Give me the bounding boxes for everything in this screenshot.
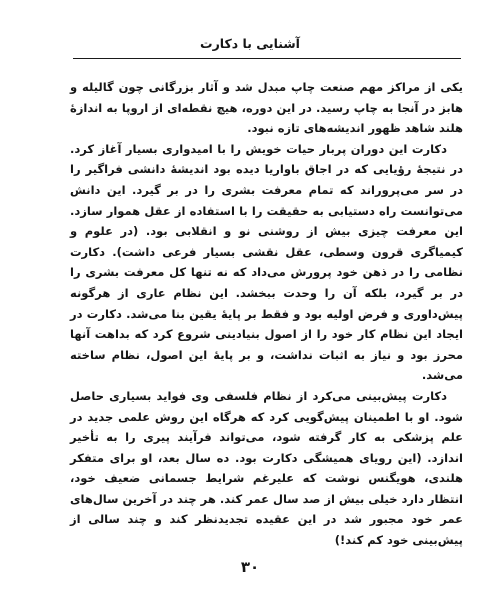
running-head-title: آشنایی با دکارت: [200, 36, 300, 51]
paragraph-3: دکارت پیش‌بینی می‌کرد از نظام فلسفی وی فواید بسیاری حاصل شود. او با اطمینان پیش‌گویی کرد که هرگاه این روش علمی جدید در علم پزشکی به کار گرفته شود، می‌تواند فرآیند پیری را به تأخیر اندازد. (این رویای همیشگی دکارت بود. ده سال بعد، او برای متفکر هلندی، هویگنس نوشت که علیرغم شرایط جسمانی ضعیف خود، انتظار دارد خیلی بیش از صد سال عمر کند. هر چند در آخرین سال‌های عمر خود مجبور شد در این عقیده تجدیدنظر کند و چند سالی از پیش‌بینی خود کم کند!): [70, 388, 463, 548]
page-number: ۳۰: [240, 558, 260, 576]
body-text: [70, 77, 463, 551]
header-divider: [73, 58, 461, 59]
paragraph-2: دکارت این دوران پربار حیات خویش را با امیدواری بسیار آغاز کرد. در نتیجهٔ رؤیایی که در اجاق باواریا دیده بود اندیشهٔ دانشی فراگیر را در سر می‌پروراند که تمام معرفت بشری را در بر گیرد. این دانش می‌توانست راه دستیابی به حقیقت را با استفاده از عقل هموار سازد. این معرفت چیزی بیش از روشنی نو و انقلابی بود. (در علوم و کیمیاگری قرون وسطی، عقل نقشی بسیار فرعی داشت). دکارت نظامی را در ذهن خود پرورش می‌داد که نه تنها کل معرفت بشری را در بر گیرد، بلکه آن را وحدت ببخشد. این نظام عاری از هرگونه پیش‌داوری و فرض اولیه بود و فقط بر پایهٔ یقین بنا می‌شد. دکارت در ایجاد این نظام کار خود را از اصول بنیادینی شروع کرد که بداهت آنها محرز بود و نیاز به اثبات نداشت، و بر پایهٔ این اصول، نظام ساخته می‌شد.: [70, 141, 463, 383]
paragraph-1: یکی از مراکز مهم صنعت چاپ مبدل شد و آثار بزرگانی چون گالیله و هابز در آنجا به چاپ رسید. در این دوره، هیچ نقطه‌ای از اروپا به اندازهٔ هلند شاهد ظهور اندیشه‌های تازه نبود.: [70, 80, 463, 136]
